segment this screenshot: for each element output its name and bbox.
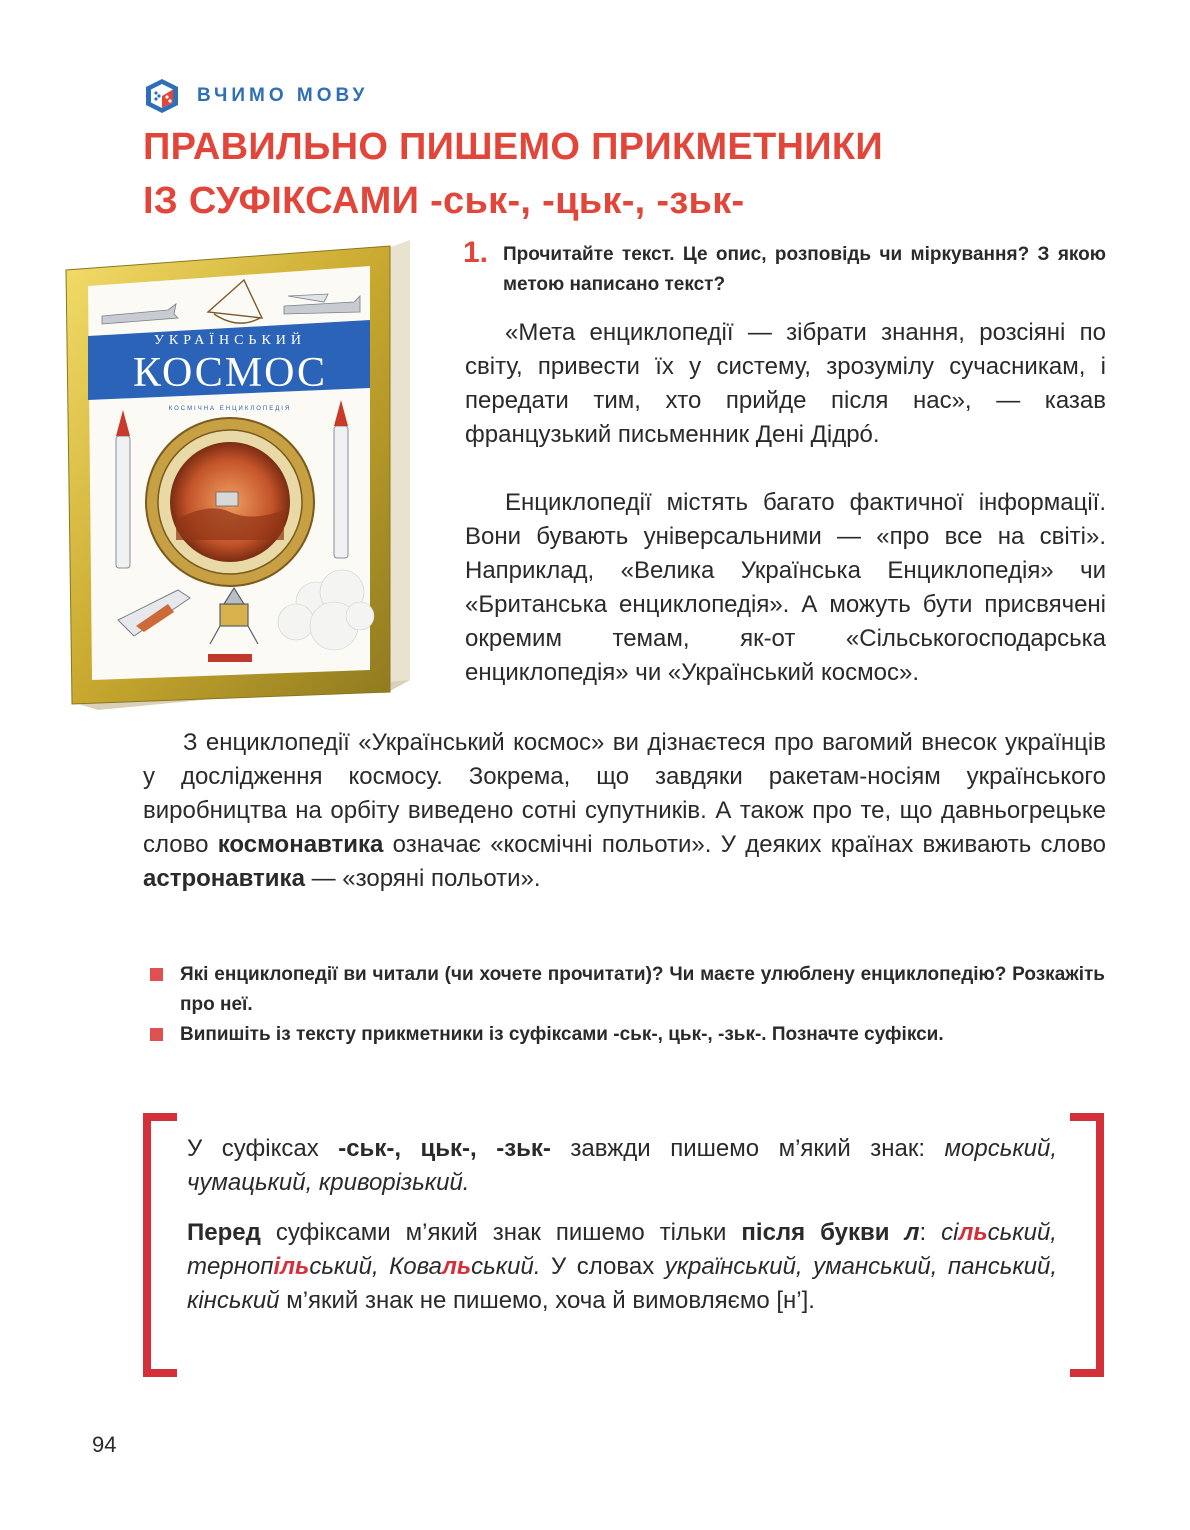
question-item: Випишіть із тексту прикметники із суфіксами -ськ-, цьк-, -зьк-. Позначте суфікси. — [150, 1020, 1105, 1050]
question-item: Які енциклопедії ви читали (чи хочете прочитати)? Чи маєте улюблену енциклопедію? Розкажіть про неї. — [150, 960, 1105, 1020]
rule-soft-sign: У суфіксах -ськ-, цьк-, -зьк- завжди пишемо м’який знак: морський, чумацький, криворізький. — [187, 1135, 1058, 1196]
page-number: 94 — [92, 1432, 117, 1457]
task-number: 1. — [463, 236, 489, 269]
title-line-1: ПРАВИЛЬНО ПИШЕМО ПРИКМЕТНИКИ — [143, 126, 884, 168]
title-line-2: ІЗ СУФІКСАМИ -ськ-, -цьк-, -зьк- — [143, 180, 745, 222]
encyclopedia-cover-image — [58, 240, 450, 712]
book-title-main: КОСМОС — [132, 350, 328, 396]
book-subtitle: КОСМІЧНА ЕНЦИКЛОПЕДІЯ — [168, 406, 292, 412]
term-cosmonautics: космонавтика — [217, 831, 384, 858]
bullet-square-icon — [150, 1028, 163, 1041]
lesson-title — [143, 120, 1103, 228]
bullet-square-icon — [150, 968, 163, 981]
section-label: ВЧИМО МОВУ — [197, 85, 369, 106]
rule-box — [187, 1132, 1057, 1318]
section-header — [143, 76, 368, 116]
task-instruction: Прочитайте текст. Це опис, розповідь чи міркування? З якою метою написано текст? — [503, 244, 1106, 295]
term-astronautics: астронавтика — [143, 865, 305, 892]
rule-bracket-left — [143, 1113, 177, 1377]
rule-after-l: Перед суфіксами м’який знак пишемо тільки після букви л: сільський, тернопільський, Ковальський. У словах український, уманський, панський, кінський м’який знак не пишемо, хоча й вимовляємо [н’]. — [187, 1219, 1058, 1314]
highlight-letters: іль — [273, 1253, 310, 1280]
paragraph-encyclopedia-types: Енциклопедії містять багато фактичної інформації. Вони бувають універсальними — «про все на світі». Наприклад, «Велика Українська Енциклопедія» чи «Британська енциклопедія». А можуть бути присвячені окремим темам, як-от «Сільськогосподарська енциклопедія» чи «Український космос». — [465, 489, 1106, 686]
book-title-top: УКРАЇНСЬКИЙ — [153, 333, 307, 348]
highlight-letters: ль — [441, 1253, 472, 1280]
paragraph-diderot-quote: «Мета енциклопедії — зібрати знання, розсіяні по світу, привести їх у систему, зрозумілу сучасникам, і передати тим, хто прийде після нас», — казав французький письменник Дені Дідрó. — [465, 319, 1106, 448]
highlight-letters: ль — [958, 1219, 988, 1246]
paragraph-ukrainian-space: З енциклопедії «Український космос» ви дізнаєтеся про вагомий внесок українців у дослідження космосу. Зокрема, що завдяки ракетам-носіям українського виробництва на орбіту виведено сотні супутників. А також про те, що давньогрецьке слово космонавтика означає «космічні польоти». У деяких країнах вживають слово астронавтика — «зоряні польоти». — [143, 729, 1106, 892]
dice-icon — [143, 77, 181, 115]
rule-bracket-right — [1070, 1113, 1104, 1377]
